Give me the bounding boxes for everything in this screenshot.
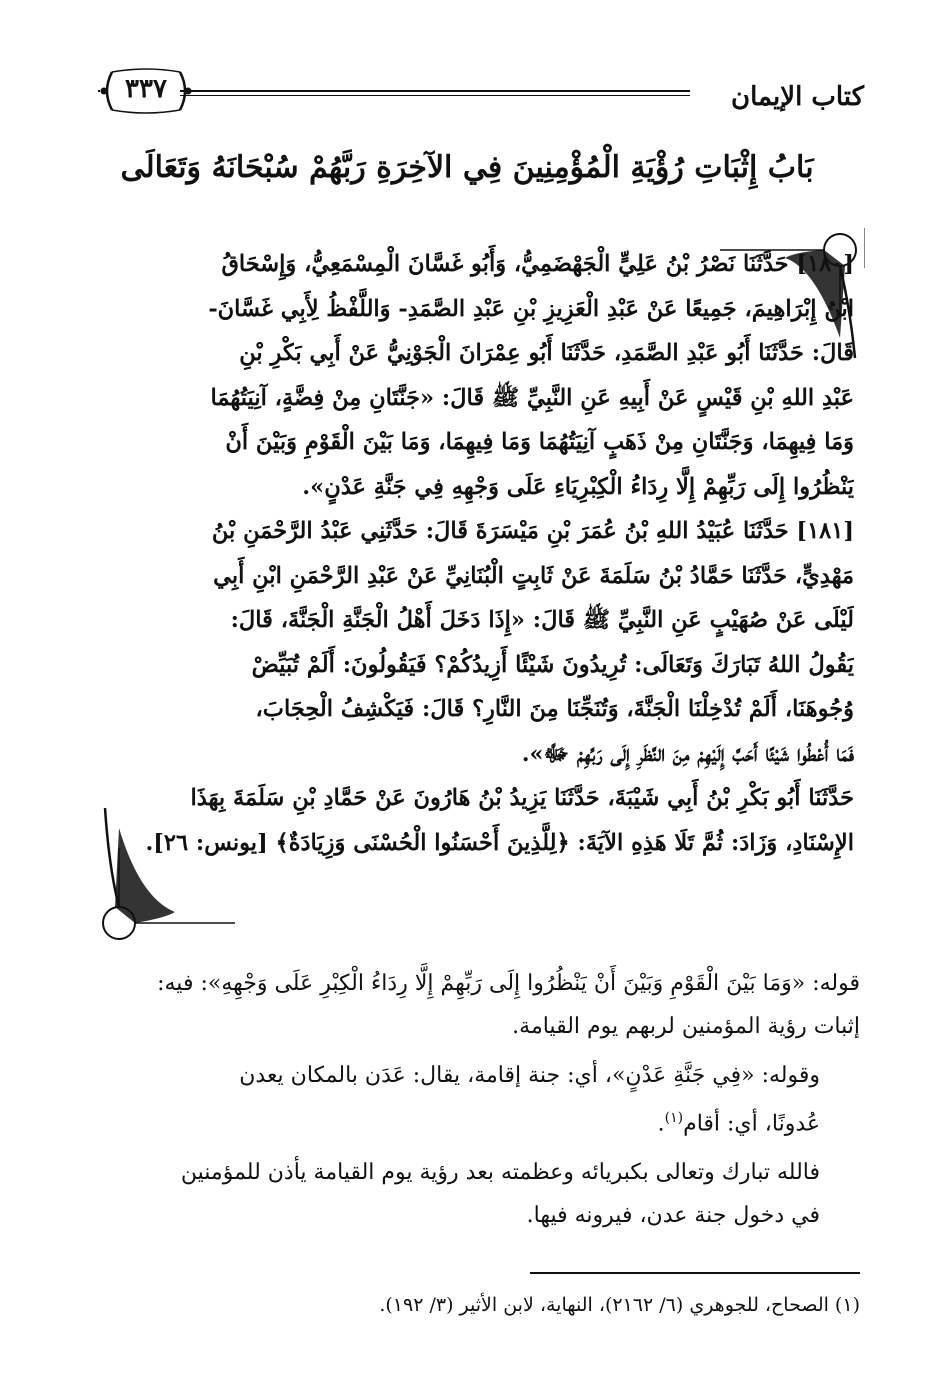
- footnote: (١) الصحاح، للجوهري (٦/ ٢١٦٢)، النهاية، لابن الأثير (٣/ ١٩٢).: [379, 1294, 860, 1316]
- commentary-line: وقوله: «فِي جَنَّةِ عَدْنٍ»، أي: جنة إقامة، يقال: عَدَن بالمكان يعدن: [239, 1063, 820, 1088]
- hadith-line: يَنْظُرُوا إِلَى رَبِّهِمْ إِلَّا رِدَاءُ الْكِبْرِيَاءِ عَلَى وَجْهِهِ فِي جَنَّةِ عَدْنٍ».: [302, 473, 854, 500]
- hadith-text: [134, 242, 854, 865]
- hadith-line: فَمَا أُعْطُوا شَيْئًا أَحَبَّ إِلَيْهِمْ مِنَ النَّظَرِ إِلَى رَبِّهِمْ ﷻ».: [521, 740, 854, 767]
- commentary: [85, 962, 860, 1243]
- commentary-line: قوله: «وَمَا بَيْنَ الْقَوْمِ وَبَيْنَ أَنْ يَنْظُرُوا إِلَى رَبِّهِمْ إِلَّا رِدَاءُ الْكِبْرِ عَلَى وَجْهِهِ»: فيه:: [157, 971, 860, 996]
- commentary-paragraph: [85, 1054, 860, 1145]
- chapter-title: بَابُ إِثْبَاتِ رُؤْيَةِ الْمُؤْمِنِينَ فِي الآخِرَةِ رَبَّهُمْ سُبْحَانَهُ وَتَعَالَى: [120, 150, 814, 185]
- commentary-line: إثبات رؤية المؤمنين لربهم يوم القيامة.: [512, 1014, 860, 1039]
- page-number-ornament: [98, 62, 194, 120]
- hadith-line: يَقُولُ اللهُ تَبَارَكَ وَتَعَالَى: تُرِيدُونَ شَيْئًا أَزِيدُكُمْ؟ فَيَقُولُونَ: أَلَمْ تُبَيِّضْ: [251, 651, 854, 678]
- hadith-line: [١٨١] حَدَّثَنَا عُبَيْدُ اللهِ بْنُ عُمَرَ بْنِ مَيْسَرَةَ قَالَ: حَدَّثَنِي عَبْدُ الرَّحْمَنِ بْنُ: [211, 518, 854, 544]
- footnote-rule: [530, 1272, 860, 1274]
- hadith-line: عَبْدِ اللهِ بْنِ قَيْسٍ عَنْ أَبِيهِ عَنِ النَّبِيِّ ﷺ قَالَ: «جَنَّتَانِ مِنْ فِضَّةٍ، آنِيَتُهُمَا: [210, 384, 854, 411]
- hadith-line: قَالَ: حَدَّثَنَا أَبُو عَبْدِ الصَّمَدِ، حَدَّثَنَا أَبُو عِمْرَانَ الْجَوْنِيُّ عَنْ أَبِي بَكْرِ بْنِ: [239, 340, 854, 366]
- hadith-181-b: [134, 776, 854, 865]
- hadith-line: [١٨٠] حَدَّثَنَا نَصْرُ بْنُ عَلِيٍّ الْجَهْضَمِيُّ، وَأَبُو غَسَّانَ الْمِسْمَعِيُّ، وَإِسْحَاقُ: [221, 251, 854, 277]
- hadith-line: الإِسْنَادِ، وَزَادَ: ثُمَّ تَلَا هَذِهِ الآيَةَ: ﴿لِلَّذِينَ أَحْسَنُوا الْحُسْنَى وَزِيَادَةٌ﴾ [يونس: ٢٦].: [145, 829, 854, 856]
- commentary-end-mark: .: [657, 1111, 665, 1137]
- hadith-line: حَدَّثَنَا أَبُو بَكْرِ بْنُ أَبِي شَيْبَةَ، حَدَّثَنَا يَزِيدُ بْنُ هَارُونَ عَنْ حَمَّادِ بْنِ سَلَمَةَ بِهَذَا: [190, 785, 854, 811]
- commentary-paragraph: [85, 962, 860, 1048]
- hadith-line: وُجُوهَنَا، أَلَمْ تُدْخِلْنَا الْجَنَّةَ، وَتُنَجِّنَا مِنَ النَّارِ؟ قَالَ: فَيَكْشِفُ الْحِجَابَ،: [255, 696, 854, 722]
- footnote-ref[interactable]: (١): [664, 1110, 684, 1126]
- page-number: ٣٣٧: [125, 74, 167, 104]
- commentary-line: في دخول جنة عدن، فيرونه فيها.: [526, 1203, 820, 1229]
- hadith-line: وَمَا فِيهِمَا، وَجَنَّتَانِ مِنْ ذَهَبٍ آنِيَتُهُمَا وَمَا فِيهِمَا، وَمَا بَيْنَ الْقَوْمِ وَبَيْنَ أَنْ: [225, 429, 854, 455]
- hadith-180: [134, 242, 854, 509]
- hadith-line: لَيْلَى عَنْ صُهَيْبٍ عَنِ النَّبِيِّ ﷺ قَالَ: «إِذَا دَخَلَ أَهْلُ الْجَنَّةِ الْجَنَّةَ، قَالَ:: [230, 607, 854, 633]
- hadith-181: [134, 509, 854, 776]
- running-head: كتاب الإيمان: [730, 82, 864, 112]
- commentary-line: فالله تبارك وتعالى بكبريائه وعظمته بعد رؤية يوم القيامة يأذن للمؤمنين: [180, 1160, 820, 1186]
- commentary-paragraph: [85, 1151, 860, 1237]
- header-rule: [180, 90, 690, 96]
- hadith-line: ابْنُ إِبْرَاهِيمَ، جَمِيعًا عَنْ عَبْدِ الْعَزِيزِ بْنِ عَبْدِ الصَّمَدِ- وَاللَّفْظُ لِأَبِي غَسَّانَ-: [208, 295, 854, 322]
- hadith-line: مَهْدِيٍّ، حَدَّثَنَا حَمَّادُ بْنُ سَلَمَةَ عَنْ ثَابِتٍ الْبُنَانِيِّ عَنْ عَبْدِ الرَّحْمَنِ ابْنِ أَبِي: [213, 562, 854, 589]
- commentary-line: عُدونًا، أي: أقام: [683, 1111, 820, 1137]
